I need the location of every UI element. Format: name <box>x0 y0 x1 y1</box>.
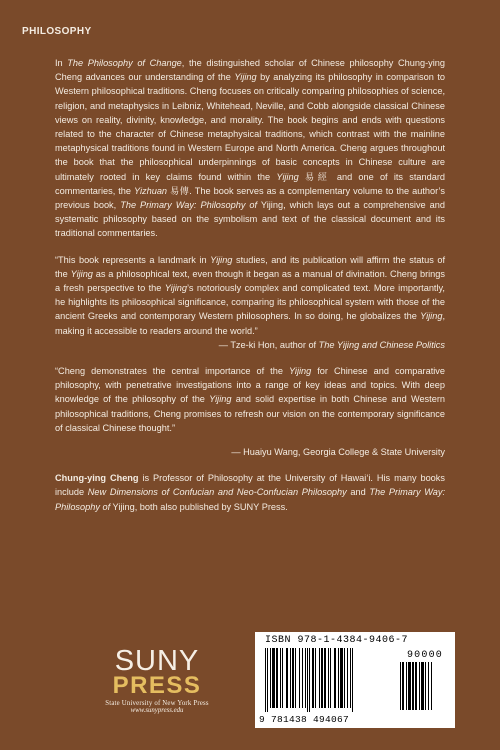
logo-press: PRESS <box>112 672 202 699</box>
publisher-logo <box>82 645 232 714</box>
quote-1-attribution: — Tze-ki Hon, author of The Yijing and Chinese Politics <box>218 339 445 350</box>
author-name: Chung-ying Cheng <box>55 473 139 484</box>
endorsement-quote-1: “This book represents a landmark in Yijing studies, and its publication will affirm the status of the Yijing as a philosophical text, even though it began as a manual of divination. Cheng brings a fresh perspective to the Yijing’s notoriously complex and complicated text. More importantly, he highlights its philosophical significance, comparing its philosophical system with those of the ancient Greeks and contemporary Western philosophers. In so doing, he globalizes the Yijing, making it accessible to readers around the world.” — Tze-ki Hon, author of The Yijing and Chinese Politics <box>55 253 445 352</box>
isbn-label: ISBN 978-1-4384-9406-7 <box>265 635 409 646</box>
author-bio: Chung-ying Cheng is Professor of Philosophy at the University of Hawai‘i. His many books include New Dimensions of Confucian and Neo-Confucian Philosophy and The Primary Way: Philosophy of Yijing, both also published by SUNY Press. <box>55 473 445 512</box>
publisher-url: www.sunypress.edu <box>130 707 184 714</box>
barcode-bars-icon <box>265 648 393 712</box>
publisher-name: State University of New York Press <box>105 700 209 707</box>
endorsement-quote-2: “Cheng demonstrates the central importance of the Yijing for Chinese and comparative philosophy, with penetrative investigations into a range of key ideas and topics. With deep knowledge of the philosophy of the Yijing and solid expertise in both Chinese and Western philosophical traditions, Cheng promises to refresh our vision on the contemporary significance of classical Chinese thought.” — Huaiyu Wang, Georgia College & State University <box>55 364 445 459</box>
description-paragraph: In The Philosophy of Change, the distinguished scholar of Chinese philosophy Chung-ying Cheng advances our understanding of the Yijing by analyzing its philosophy in comparison to Western philosophical traditions. Cheng focuses on critically comparing philosophies of science, religion, and metaphysics in Leibniz, Whitehead, Neville, and Cobb alongside classical Chinese views on reality, divinity, knowledge, and morality. The book begins and ends with questions related to the character of Chinese metaphysical traditions, which contrast with the mainline metaphysical traditions found in Western Europe and North America. Cheng argues throughout the book that the philosophical underpinnings of basic concepts in Chinese culture are ultimately rooted in key claims found within the Yijing 易經 and one of its standard commentaries, the Yizhuan 易傳. The book serves as a complementary volume to the author’s previous book, The Primary Way: Philosophy of Yijing, which lays out a comprehensive and systematic philosophy based on the symbolism and text of the classical document and its traditional commentaries. <box>55 58 446 239</box>
price-code: 90000 <box>406 650 443 661</box>
category-label: PHILOSOPHY <box>22 26 92 37</box>
back-cover-text <box>55 56 445 526</box>
barcode-digits: 9 781438 494067 <box>259 714 350 725</box>
addon-bars-icon <box>400 662 445 712</box>
isbn-barcode <box>255 632 455 728</box>
quote-2-attribution: — Huaiyu Wang, Georgia College & State University <box>231 447 445 458</box>
logo-suny: SUNY <box>114 645 200 677</box>
